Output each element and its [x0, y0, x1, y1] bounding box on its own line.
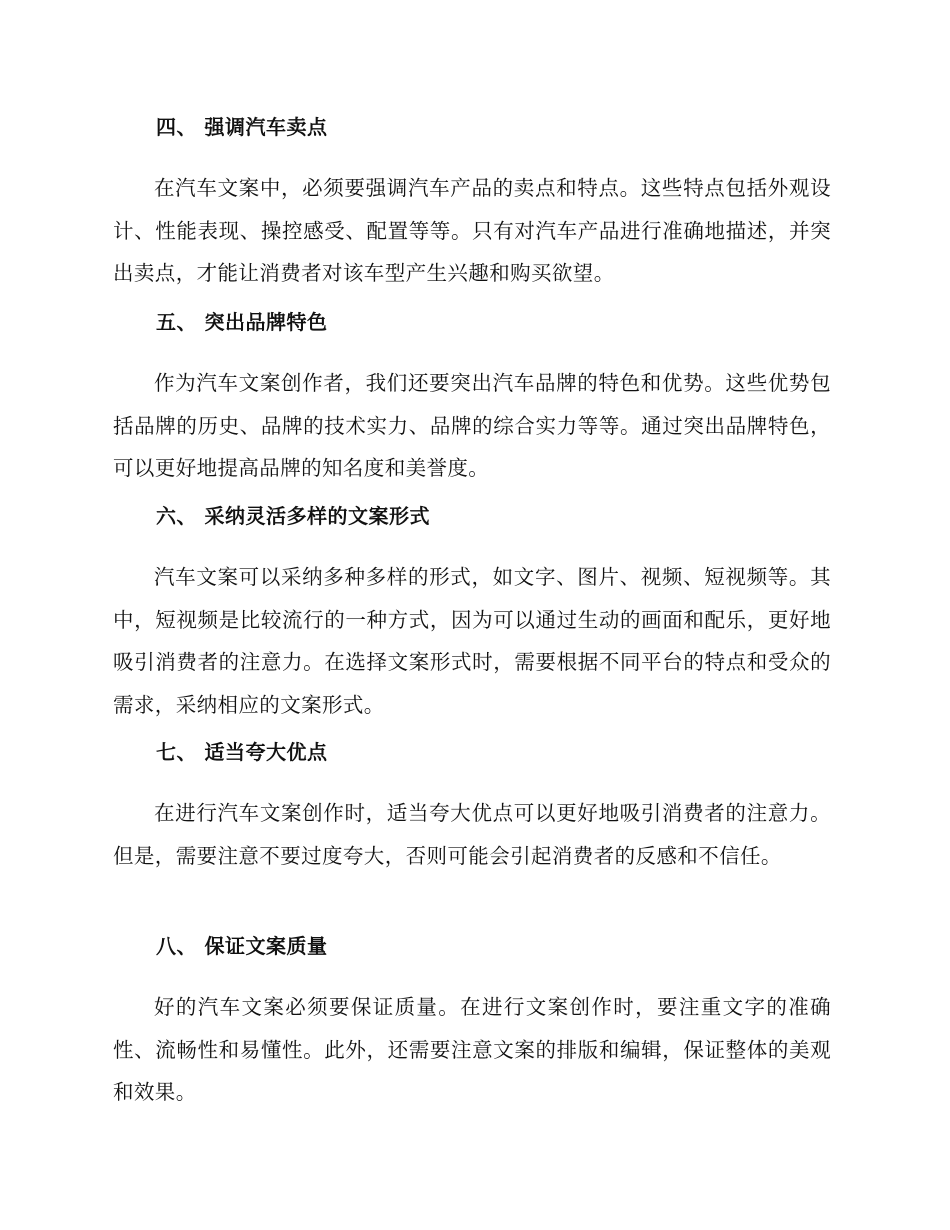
section-paragraph: 汽车文案可以采纳多种多样的形式，如文字、图片、视频、短视频等。其中，短视频是比较流行的一种方式，因为可以通过生动的画面和配乐，更好地吸引消费者的注意力。在选择文案形式时，需要根据不同平台的特点和受众的需求，采纳相应的文案形式。 [113, 565, 831, 717]
section-4 [113, 113, 831, 295]
section-heading: 七、 适当夸大优点 [156, 740, 328, 764]
section-8 [113, 932, 831, 1114]
section-paragraph: 作为汽车文案创作者，我们还要突出汽车品牌的特色和优势。这些优势包括品牌的历史、品牌的技术实力、品牌的综合实力等等。通过突出品牌特色，可以更好地提高品牌的知名度和美誉度。 [113, 371, 831, 480]
section-paragraph: 在进行汽车文案创作时，适当夸大优点可以更好地吸引消费者的注意力。但是，需要注意不要过度夸大，否则可能会引起消费者的反感和不信任。 [113, 801, 831, 868]
section-paragraph: 在汽车文案中，必须要强调汽车产品的卖点和特点。这些特点包括外观设计、性能表现、操控感受、配置等等。只有对汽车产品进行准确地描述，并突出卖点，才能让消费者对该车型产生兴趣和购买欲望。 [113, 176, 831, 285]
section-paragraph: 好的汽车文案必须要保证质量。在进行文案创作时，要注重文字的准确性、流畅性和易懂性。此外，还需要注意文案的排版和编辑，保证整体的美观和效果。 [113, 995, 831, 1104]
section-heading: 六、 采纳灵活多样的文案形式 [156, 504, 430, 528]
section-heading: 五、 突出品牌特色 [156, 310, 328, 334]
section-6 [113, 502, 831, 726]
section-heading: 四、 强调汽车卖点 [156, 115, 328, 139]
section-7 [113, 738, 831, 877]
section-5 [113, 308, 831, 490]
section-heading: 八、 保证文案质量 [156, 934, 328, 958]
